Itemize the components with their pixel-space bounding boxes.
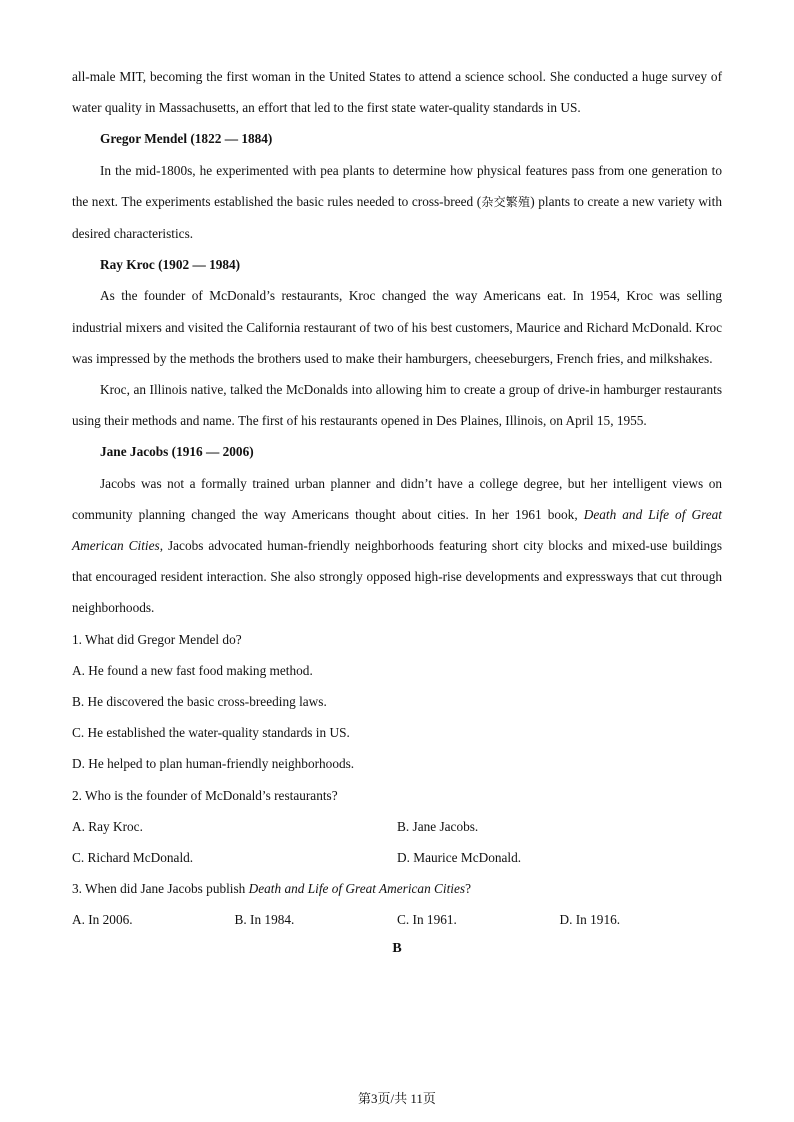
question-3-option-a: A. In 2006. [72,912,133,928]
paragraph-kroc-1: As the founder of McDonald’s restaurants, Kroc changed the way Americans eat. In 1954, Kroc was selling industrial mixers and visited the California restaurant of two of his best customers, Maurice and Richard McDonald. Kroc was impressed by the methods the brothers used to make their hamburgers, cheeseburgers, French fries, and milkshakes. [72,288,722,366]
question-1-option-d: D. He helped to plan human-friendly neighborhoods. [72,756,355,772]
mendel-text-a: In the mid-1800s, he experimented with pea plants to determine how physical features pass from one generation to the next. The experiments established the basic rules needed to cross-breed ( [72,162,722,209]
section-label-b: B [392,940,402,956]
paragraph-mendel [72,155,722,250]
heading-ray-kroc: Ray Kroc (1902 — 1984) [100,257,241,273]
paragraph-intro: all-male MIT, becoming the first woman in the United States to attend a science school. She conducted a huge survey of water quality in Massachusetts, an effort that led to the first state water-quality standards in US. [72,69,722,116]
question-2-stem: 2. Who is the founder of McDonald’s restaurants? [72,787,338,803]
question-2-option-c: C. Richard McDonald. [72,850,194,866]
page-footer: 第3页/共 11页 [358,1091,436,1106]
paragraph-jacobs [72,468,722,624]
mendel-text-b: ) plants to create a new variety with desired characteristics. [72,193,722,242]
question-1-option-b: B. He discovered the basic cross-breeding laws. [72,694,327,710]
question-3-stem-a: 3. When did Jane Jacobs publish [72,881,249,897]
question-3-option-b: B. In 1984. [234,912,295,928]
question-3-stem [72,873,722,904]
heading-gregor-mendel: Gregor Mendel (1822 — 1884) [100,131,273,147]
question-3-options [72,904,722,935]
question-3-option-d: D. In 1916. [559,912,621,928]
question-2-option-a: A. Ray Kroc. [72,818,143,834]
question-1-option-c: C. He established the water-quality standards in US. [72,725,350,741]
paragraph-kroc-2: Kroc, an Illinois native, talked the McDonalds into allowing him to create a group of drive-in hamburger restaurants using their methods and name. The first of his restaurants opened in Des Plaines, Illinois, on April 15, 1955. [72,382,722,429]
question-2-options-row-2 [72,842,722,873]
question-3-option-c: C. In 1961. [397,912,457,928]
question-1-stem: 1. What did Gregor Mendel do? [72,631,242,647]
mendel-cjk-gloss: 杂交繁殖 [481,194,531,209]
question-2-option-b: B. Jane Jacobs. [397,818,479,834]
jacobs-book-title: Death and Life of Great American Cities [72,506,723,554]
question-1-option-a: A. He found a new fast food making method. [72,662,313,678]
question-3-book-title: Death and Life of Great American Cities [248,881,466,897]
document-body [72,61,722,964]
jacobs-text-b: , Jacobs advocated human-friendly neighborhoods featuring short city blocks and mixed-use buildings that encouraged resident interaction. She also strongly opposed high-rise developments and expressways that cut through neighborhoods. [72,538,723,616]
jacobs-text-a: Jacobs was not a formally trained urban planner and didn’t have a college degree, but her intelligent views on community planning changed the way Americans thought about cities. In her 1961 book, [72,475,722,522]
question-2-options-row-1 [72,811,722,842]
question-3-stem-b: ? [465,881,471,897]
heading-jane-jacobs: Jane Jacobs (1916 — 2006) [100,444,254,460]
question-2-option-d: D. Maurice McDonald. [397,850,522,866]
